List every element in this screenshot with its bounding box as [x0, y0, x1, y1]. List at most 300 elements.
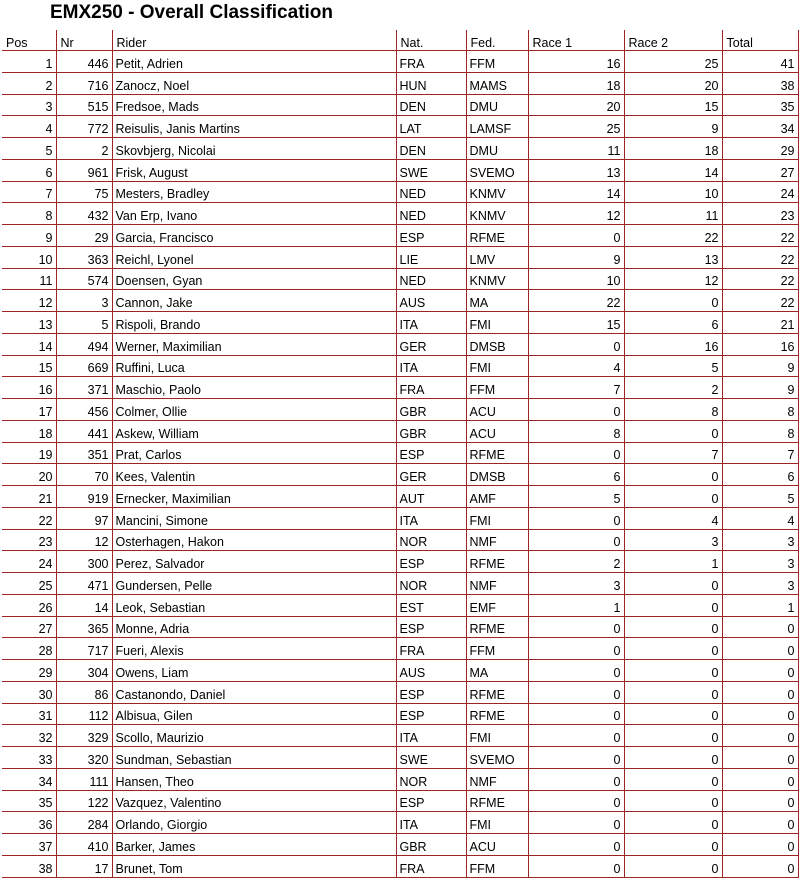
cell-race1: 0: [528, 812, 624, 834]
header-race2: Race 2: [624, 30, 722, 51]
cell-fed: DMU: [466, 138, 528, 160]
cell-pos: 3: [2, 94, 56, 116]
cell-race2: 22: [624, 225, 722, 247]
cell-race2: 0: [624, 812, 722, 834]
cell-race2: 15: [624, 94, 722, 116]
cell-race2: 12: [624, 268, 722, 290]
cell-race2: 0: [624, 855, 722, 877]
cell-race2: 9: [624, 116, 722, 138]
cell-rider: Brunet, Tom: [112, 855, 396, 877]
cell-race2: 6: [624, 312, 722, 334]
cell-total: 16: [722, 333, 798, 355]
cell-rider: Hansen, Theo: [112, 768, 396, 790]
cell-race2: 20: [624, 72, 722, 94]
cell-pos: 30: [2, 681, 56, 703]
cell-nr: 2: [56, 138, 112, 160]
cell-nr: 669: [56, 355, 112, 377]
cell-rider: Perez, Salvador: [112, 551, 396, 573]
cell-nat: ITA: [396, 507, 466, 529]
cell-nat: ESP: [396, 790, 466, 812]
table-row: [2, 138, 798, 160]
cell-nr: 112: [56, 703, 112, 725]
cell-fed: RFME: [466, 681, 528, 703]
cell-race2: 0: [624, 464, 722, 486]
cell-race1: 0: [528, 616, 624, 638]
cell-race2: 0: [624, 573, 722, 595]
cell-nr: 3: [56, 290, 112, 312]
cell-nr: 772: [56, 116, 112, 138]
cell-race2: 2: [624, 377, 722, 399]
cell-total: 0: [722, 681, 798, 703]
cell-fed: RFME: [466, 442, 528, 464]
cell-rider: Mesters, Bradley: [112, 181, 396, 203]
cell-pos: 29: [2, 660, 56, 682]
cell-nat: ITA: [396, 312, 466, 334]
cell-fed: FMI: [466, 312, 528, 334]
cell-rider: Fredsoe, Mads: [112, 94, 396, 116]
cell-fed: LMV: [466, 246, 528, 268]
cell-race1: 0: [528, 638, 624, 660]
cell-pos: 26: [2, 594, 56, 616]
table-row: [2, 333, 798, 355]
cell-race2: 7: [624, 442, 722, 464]
cell-race2: 0: [624, 681, 722, 703]
cell-rider: Leok, Sebastian: [112, 594, 396, 616]
cell-race1: 10: [528, 268, 624, 290]
cell-pos: 31: [2, 703, 56, 725]
cell-nat: AUS: [396, 290, 466, 312]
cell-race1: 0: [528, 399, 624, 421]
cell-total: 0: [722, 660, 798, 682]
cell-pos: 38: [2, 855, 56, 877]
cell-total: 23: [722, 203, 798, 225]
cell-nr: 410: [56, 834, 112, 856]
cell-pos: 27: [2, 616, 56, 638]
header-nr: Nr: [56, 30, 112, 51]
cell-nr: 111: [56, 768, 112, 790]
cell-race2: 0: [624, 486, 722, 508]
table-row: [2, 268, 798, 290]
cell-race1: 3: [528, 573, 624, 595]
cell-rider: Doensen, Gyan: [112, 268, 396, 290]
cell-total: 0: [722, 834, 798, 856]
table-row: [2, 834, 798, 856]
cell-nr: 471: [56, 573, 112, 595]
cell-fed: MA: [466, 660, 528, 682]
cell-race1: 12: [528, 203, 624, 225]
cell-pos: 25: [2, 573, 56, 595]
cell-nat: SWE: [396, 747, 466, 769]
cell-nat: ITA: [396, 812, 466, 834]
header-row: [2, 30, 798, 51]
cell-pos: 1: [2, 51, 56, 73]
cell-race1: 16: [528, 51, 624, 73]
cell-race2: 11: [624, 203, 722, 225]
cell-pos: 18: [2, 420, 56, 442]
cell-total: 7: [722, 442, 798, 464]
cell-race1: 0: [528, 507, 624, 529]
cell-total: 21: [722, 312, 798, 334]
cell-race1: 11: [528, 138, 624, 160]
cell-nat: NED: [396, 268, 466, 290]
cell-pos: 16: [2, 377, 56, 399]
cell-nr: 5: [56, 312, 112, 334]
cell-total: 0: [722, 725, 798, 747]
cell-total: 8: [722, 399, 798, 421]
cell-total: 3: [722, 551, 798, 573]
cell-total: 9: [722, 355, 798, 377]
cell-nat: AUS: [396, 660, 466, 682]
cell-race1: 0: [528, 703, 624, 725]
cell-fed: DMSB: [466, 464, 528, 486]
table-row: [2, 94, 798, 116]
table-row: [2, 246, 798, 268]
cell-total: 0: [722, 703, 798, 725]
cell-race1: 0: [528, 725, 624, 747]
table-row: [2, 159, 798, 181]
cell-pos: 9: [2, 225, 56, 247]
cell-nat: ESP: [396, 442, 466, 464]
cell-total: 0: [722, 812, 798, 834]
cell-nr: 14: [56, 594, 112, 616]
cell-rider: Askew, William: [112, 420, 396, 442]
cell-nat: LAT: [396, 116, 466, 138]
cell-fed: FMI: [466, 725, 528, 747]
table-row: [2, 703, 798, 725]
table-row: [2, 312, 798, 334]
cell-pos: 24: [2, 551, 56, 573]
cell-race2: 8: [624, 399, 722, 421]
cell-rider: Werner, Maximilian: [112, 333, 396, 355]
cell-nat: DEN: [396, 138, 466, 160]
table-row: [2, 203, 798, 225]
cell-race2: 0: [624, 616, 722, 638]
cell-race2: 0: [624, 290, 722, 312]
cell-race2: 0: [624, 703, 722, 725]
cell-race1: 5: [528, 486, 624, 508]
cell-nat: GER: [396, 464, 466, 486]
cell-race2: 0: [624, 660, 722, 682]
cell-nr: 456: [56, 399, 112, 421]
cell-nr: 919: [56, 486, 112, 508]
cell-race1: 7: [528, 377, 624, 399]
cell-race1: 18: [528, 72, 624, 94]
table-row: [2, 486, 798, 508]
cell-race2: 0: [624, 747, 722, 769]
results-body: [2, 51, 798, 878]
cell-rider: Prat, Carlos: [112, 442, 396, 464]
cell-pos: 17: [2, 399, 56, 421]
cell-total: 22: [722, 290, 798, 312]
table-row: [2, 616, 798, 638]
cell-nr: 371: [56, 377, 112, 399]
cell-rider: Ruffini, Luca: [112, 355, 396, 377]
cell-fed: RFME: [466, 616, 528, 638]
cell-total: 24: [722, 181, 798, 203]
cell-pos: 7: [2, 181, 56, 203]
cell-pos: 22: [2, 507, 56, 529]
cell-race1: 0: [528, 834, 624, 856]
cell-race2: 5: [624, 355, 722, 377]
cell-rider: Kees, Valentin: [112, 464, 396, 486]
cell-fed: FMI: [466, 812, 528, 834]
cell-race1: 9: [528, 246, 624, 268]
cell-nr: 300: [56, 551, 112, 573]
cell-pos: 8: [2, 203, 56, 225]
table-row: [2, 399, 798, 421]
table-row: [2, 355, 798, 377]
cell-race2: 1: [624, 551, 722, 573]
cell-fed: MA: [466, 290, 528, 312]
cell-race2: 4: [624, 507, 722, 529]
table-row: [2, 855, 798, 877]
cell-race1: 0: [528, 681, 624, 703]
table-row: [2, 573, 798, 595]
cell-fed: KNMV: [466, 203, 528, 225]
cell-total: 41: [722, 51, 798, 73]
cell-total: 0: [722, 747, 798, 769]
table-row: [2, 290, 798, 312]
cell-fed: LAMSF: [466, 116, 528, 138]
table-row: [2, 72, 798, 94]
cell-race1: 6: [528, 464, 624, 486]
table-row: [2, 442, 798, 464]
classification-table: [2, 30, 799, 878]
cell-race1: 2: [528, 551, 624, 573]
cell-rider: Castanondo, Daniel: [112, 681, 396, 703]
cell-pos: 23: [2, 529, 56, 551]
cell-race1: 0: [528, 747, 624, 769]
table-row: [2, 812, 798, 834]
cell-nr: 29: [56, 225, 112, 247]
cell-race2: 13: [624, 246, 722, 268]
header-race1: Race 1: [528, 30, 624, 51]
cell-race1: 13: [528, 159, 624, 181]
cell-nat: HUN: [396, 72, 466, 94]
cell-fed: ACU: [466, 420, 528, 442]
cell-pos: 6: [2, 159, 56, 181]
cell-nat: NOR: [396, 573, 466, 595]
table-row: [2, 464, 798, 486]
cell-rider: Garcia, Francisco: [112, 225, 396, 247]
cell-nr: 320: [56, 747, 112, 769]
cell-nr: 716: [56, 72, 112, 94]
cell-nat: AUT: [396, 486, 466, 508]
cell-nat: FRA: [396, 638, 466, 660]
cell-rider: Rispoli, Brando: [112, 312, 396, 334]
cell-fed: FMI: [466, 507, 528, 529]
table-row: [2, 181, 798, 203]
cell-nat: LIE: [396, 246, 466, 268]
cell-pos: 20: [2, 464, 56, 486]
cell-rider: Mancini, Simone: [112, 507, 396, 529]
cell-nr: 574: [56, 268, 112, 290]
cell-rider: Fueri, Alexis: [112, 638, 396, 660]
cell-fed: SVEMO: [466, 159, 528, 181]
cell-total: 0: [722, 768, 798, 790]
cell-pos: 37: [2, 834, 56, 856]
header-nat: Nat.: [396, 30, 466, 51]
cell-race2: 3: [624, 529, 722, 551]
cell-nat: ITA: [396, 725, 466, 747]
cell-fed: MAMS: [466, 72, 528, 94]
cell-pos: 12: [2, 290, 56, 312]
cell-total: 9: [722, 377, 798, 399]
cell-nat: NOR: [396, 768, 466, 790]
cell-pos: 32: [2, 725, 56, 747]
cell-nat: FRA: [396, 855, 466, 877]
cell-nat: FRA: [396, 377, 466, 399]
cell-race1: 8: [528, 420, 624, 442]
table-row: [2, 116, 798, 138]
cell-nr: 717: [56, 638, 112, 660]
cell-rider: Scollo, Maurizio: [112, 725, 396, 747]
cell-race2: 0: [624, 834, 722, 856]
cell-race1: 0: [528, 529, 624, 551]
cell-nat: ESP: [396, 703, 466, 725]
cell-race1: 22: [528, 290, 624, 312]
cell-pos: 36: [2, 812, 56, 834]
cell-rider: Cannon, Jake: [112, 290, 396, 312]
cell-total: 5: [722, 486, 798, 508]
table-row: [2, 51, 798, 73]
cell-nat: SWE: [396, 159, 466, 181]
cell-pos: 15: [2, 355, 56, 377]
cell-race1: 4: [528, 355, 624, 377]
cell-rider: Albisua, Gilen: [112, 703, 396, 725]
cell-total: 6: [722, 464, 798, 486]
cell-pos: 21: [2, 486, 56, 508]
table-row: [2, 660, 798, 682]
cell-pos: 19: [2, 442, 56, 464]
page-title: EMX250 - Overall Classification: [50, 2, 334, 23]
cell-fed: RFME: [466, 551, 528, 573]
cell-race2: 16: [624, 333, 722, 355]
cell-race2: 0: [624, 420, 722, 442]
cell-fed: FFM: [466, 377, 528, 399]
cell-pos: 4: [2, 116, 56, 138]
cell-nr: 446: [56, 51, 112, 73]
cell-total: 27: [722, 159, 798, 181]
cell-race2: 0: [624, 768, 722, 790]
cell-nr: 86: [56, 681, 112, 703]
cell-fed: SVEMO: [466, 747, 528, 769]
cell-total: 0: [722, 855, 798, 877]
cell-nr: 961: [56, 159, 112, 181]
cell-nr: 494: [56, 333, 112, 355]
cell-rider: Colmer, Ollie: [112, 399, 396, 421]
cell-fed: RFME: [466, 790, 528, 812]
cell-race2: 10: [624, 181, 722, 203]
table-row: [2, 507, 798, 529]
cell-race1: 0: [528, 790, 624, 812]
table-row: [2, 768, 798, 790]
table-row: [2, 529, 798, 551]
cell-rider: Maschio, Paolo: [112, 377, 396, 399]
cell-total: 8: [722, 420, 798, 442]
cell-total: 22: [722, 225, 798, 247]
cell-nr: 515: [56, 94, 112, 116]
table-row: [2, 594, 798, 616]
table-row: [2, 377, 798, 399]
cell-nat: GER: [396, 333, 466, 355]
cell-nat: NED: [396, 181, 466, 203]
cell-rider: Reisulis, Janis Martins: [112, 116, 396, 138]
cell-nat: GBR: [396, 399, 466, 421]
cell-nr: 97: [56, 507, 112, 529]
cell-fed: FFM: [466, 51, 528, 73]
cell-fed: FFM: [466, 638, 528, 660]
header-fed: Fed.: [466, 30, 528, 51]
cell-total: 22: [722, 246, 798, 268]
cell-pos: 10: [2, 246, 56, 268]
cell-total: 35: [722, 94, 798, 116]
cell-race1: 0: [528, 660, 624, 682]
cell-nr: 70: [56, 464, 112, 486]
cell-race2: 18: [624, 138, 722, 160]
cell-nat: FRA: [396, 51, 466, 73]
cell-rider: Zanocz, Noel: [112, 72, 396, 94]
cell-nat: ESP: [396, 225, 466, 247]
cell-race1: 0: [528, 225, 624, 247]
cell-total: 34: [722, 116, 798, 138]
cell-race1: 1: [528, 594, 624, 616]
cell-nr: 329: [56, 725, 112, 747]
header-total: Total: [722, 30, 798, 51]
cell-rider: Owens, Liam: [112, 660, 396, 682]
cell-race2: 0: [624, 638, 722, 660]
cell-nat: GBR: [396, 420, 466, 442]
cell-race1: 15: [528, 312, 624, 334]
cell-race2: 0: [624, 790, 722, 812]
cell-total: 3: [722, 529, 798, 551]
cell-rider: Vazquez, Valentino: [112, 790, 396, 812]
cell-nr: 441: [56, 420, 112, 442]
cell-nat: ITA: [396, 355, 466, 377]
cell-nr: 12: [56, 529, 112, 551]
cell-pos: 5: [2, 138, 56, 160]
cell-fed: FFM: [466, 855, 528, 877]
header-pos: Pos: [2, 30, 56, 51]
table-row: [2, 225, 798, 247]
cell-nat: NOR: [396, 529, 466, 551]
cell-race1: 0: [528, 442, 624, 464]
cell-nat: ESP: [396, 616, 466, 638]
cell-fed: AMF: [466, 486, 528, 508]
cell-fed: ACU: [466, 399, 528, 421]
cell-rider: Orlando, Giorgio: [112, 812, 396, 834]
cell-pos: 11: [2, 268, 56, 290]
cell-rider: Frisk, August: [112, 159, 396, 181]
cell-race1: 25: [528, 116, 624, 138]
table-row: [2, 725, 798, 747]
cell-rider: Reichl, Lyonel: [112, 246, 396, 268]
cell-nr: 284: [56, 812, 112, 834]
cell-fed: DMU: [466, 94, 528, 116]
cell-total: 4: [722, 507, 798, 529]
cell-nat: DEN: [396, 94, 466, 116]
table-row: [2, 681, 798, 703]
cell-race2: 14: [624, 159, 722, 181]
cell-rider: Van Erp, Ivano: [112, 203, 396, 225]
cell-race2: 25: [624, 51, 722, 73]
cell-nr: 351: [56, 442, 112, 464]
cell-pos: 33: [2, 747, 56, 769]
cell-nr: 17: [56, 855, 112, 877]
cell-pos: 35: [2, 790, 56, 812]
cell-race1: 0: [528, 768, 624, 790]
cell-pos: 14: [2, 333, 56, 355]
